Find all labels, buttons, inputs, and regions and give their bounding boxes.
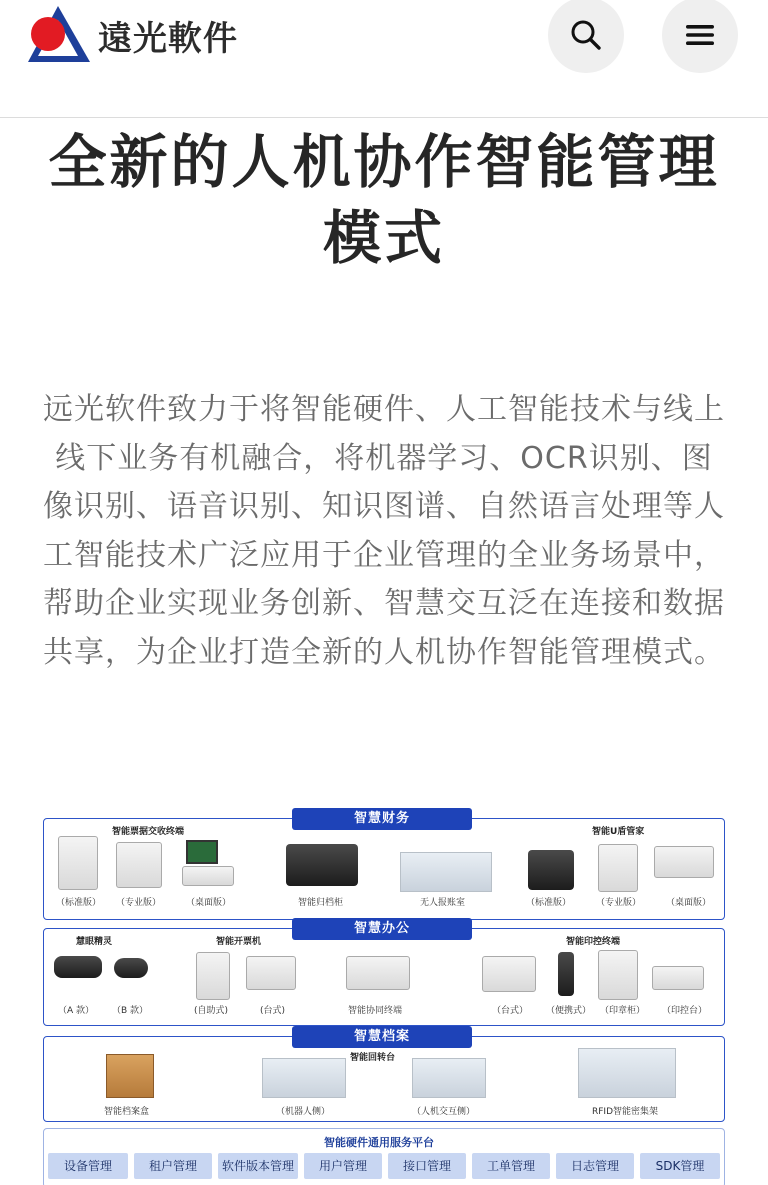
logo-text: 遠光軟件 [98,18,238,59]
finance-group-title-2: 智能U盾管家 [592,827,645,837]
archive-label: （人机交互侧） [412,1107,476,1117]
section-tab-archive: 智慧档案 [292,1026,472,1048]
office-label: （B 款） [112,1006,149,1016]
logo-mark-icon [28,6,94,64]
archive-label: RFID智能密集架 [592,1107,659,1117]
rotary-interaction-side-image [412,1058,486,1098]
smart-eye-a-image [54,956,102,978]
finance-label: （专业版） [596,898,642,908]
office-label: 智能协同终端 [348,1006,403,1016]
office-label: （台式） [492,1006,529,1016]
finance-label: 无人报账室 [420,898,466,908]
office-label: （印控台） [662,1006,708,1016]
invoice-machine-desktop-image [246,956,296,990]
seal-control-stand-image [652,966,704,990]
hardware-architecture-diagram [40,806,728,1185]
office-label: (自助式) [194,1006,229,1016]
brand-logo[interactable] [28,6,238,64]
finance-label: （标准版） [56,898,102,908]
receipt-terminal-pro-image [116,842,162,888]
rfid-dense-shelf-image [578,1048,676,1098]
platform-title: 智能硬件通用服务平台 [324,1136,434,1149]
smart-collaboration-terminal-image [346,956,410,990]
smart-archive-box-image [106,1054,154,1098]
u-key-manager-desktop-image [654,846,714,878]
search-icon [569,18,603,52]
office-label: （便携式） [546,1006,592,1016]
finance-group-title-1: 智能票据交收终端 [112,827,185,837]
site-header [0,0,768,118]
office-group-title-3: 智能印控终端 [566,937,621,947]
archive-group-title: 智能回转台 [350,1053,396,1063]
office-group-title-1: 慧眼精灵 [76,937,113,947]
seal-terminal-portable-image [558,952,574,996]
receipt-terminal-desktop-base-image [182,866,234,886]
receipt-terminal-desktop-image [186,840,218,864]
page-title-line-2: 模式 [322,204,445,272]
search-button[interactable] [548,0,624,73]
platform-button-software-version-management[interactable]: 软件版本管理 [218,1153,298,1179]
seal-terminal-desktop-image [482,956,536,992]
u-key-manager-standard-image [528,850,574,890]
section-tab-finance: 智慧财务 [292,808,472,830]
receipt-terminal-standard-image [58,836,98,890]
finance-label: （桌面版） [186,898,232,908]
seal-cabinet-image [598,950,638,1000]
hamburger-menu-icon [685,23,715,47]
office-group-title-2: 智能开票机 [216,937,262,947]
section-tab-office: 智慧办公 [292,918,472,940]
invoice-machine-self-service-image [196,952,230,1000]
office-label: （印章柜） [600,1006,646,1016]
platform-button-interface-management[interactable]: 接口管理 [388,1153,466,1179]
finance-label: 智能归档柜 [298,898,344,908]
platform-button-work-order-management[interactable]: 工单管理 [472,1153,550,1179]
office-label: (台式) [260,1006,286,1016]
page-title-line-1: 全新的人机协作智能管理 [48,128,720,196]
office-label: （A 款） [58,1006,95,1016]
finance-label: （标准版） [526,898,572,908]
platform-button-user-management[interactable]: 用户管理 [304,1153,382,1179]
page-title [24,124,744,276]
platform-button-sdk-management[interactable]: SDK管理 [640,1153,720,1179]
platform-button-log-management[interactable]: 日志管理 [556,1153,634,1179]
menu-button[interactable] [662,0,738,73]
platform-button-tenant-management[interactable]: 租户管理 [134,1153,212,1179]
unmanned-reimbursement-room-image [400,852,492,892]
smart-archive-cabinet-image [286,844,358,886]
archive-label: （机器人侧） [276,1107,331,1117]
archive-label: 智能档案盒 [104,1107,150,1117]
finance-label: （专业版） [116,898,162,908]
u-key-manager-pro-image [598,844,638,892]
rotary-robot-side-image [262,1058,346,1098]
intro-paragraph: 远光软件致力于将智能硬件、人工智能技术与线上线下业务有机融合，将机器学习、OCR识别、图像识别、语音识别、知识图谱、自然语言处理等人工智能技术广泛应用于企业管理的全业务场景中，帮助企业实现业务创新、智慧交互泛在连接和数据共享，为企业打造全新的人机协作智能管理模式。 [43,392,725,670]
smart-eye-b-image [114,958,148,978]
platform-button-device-management[interactable]: 设备管理 [48,1153,128,1179]
finance-label: （桌面版） [666,898,712,908]
